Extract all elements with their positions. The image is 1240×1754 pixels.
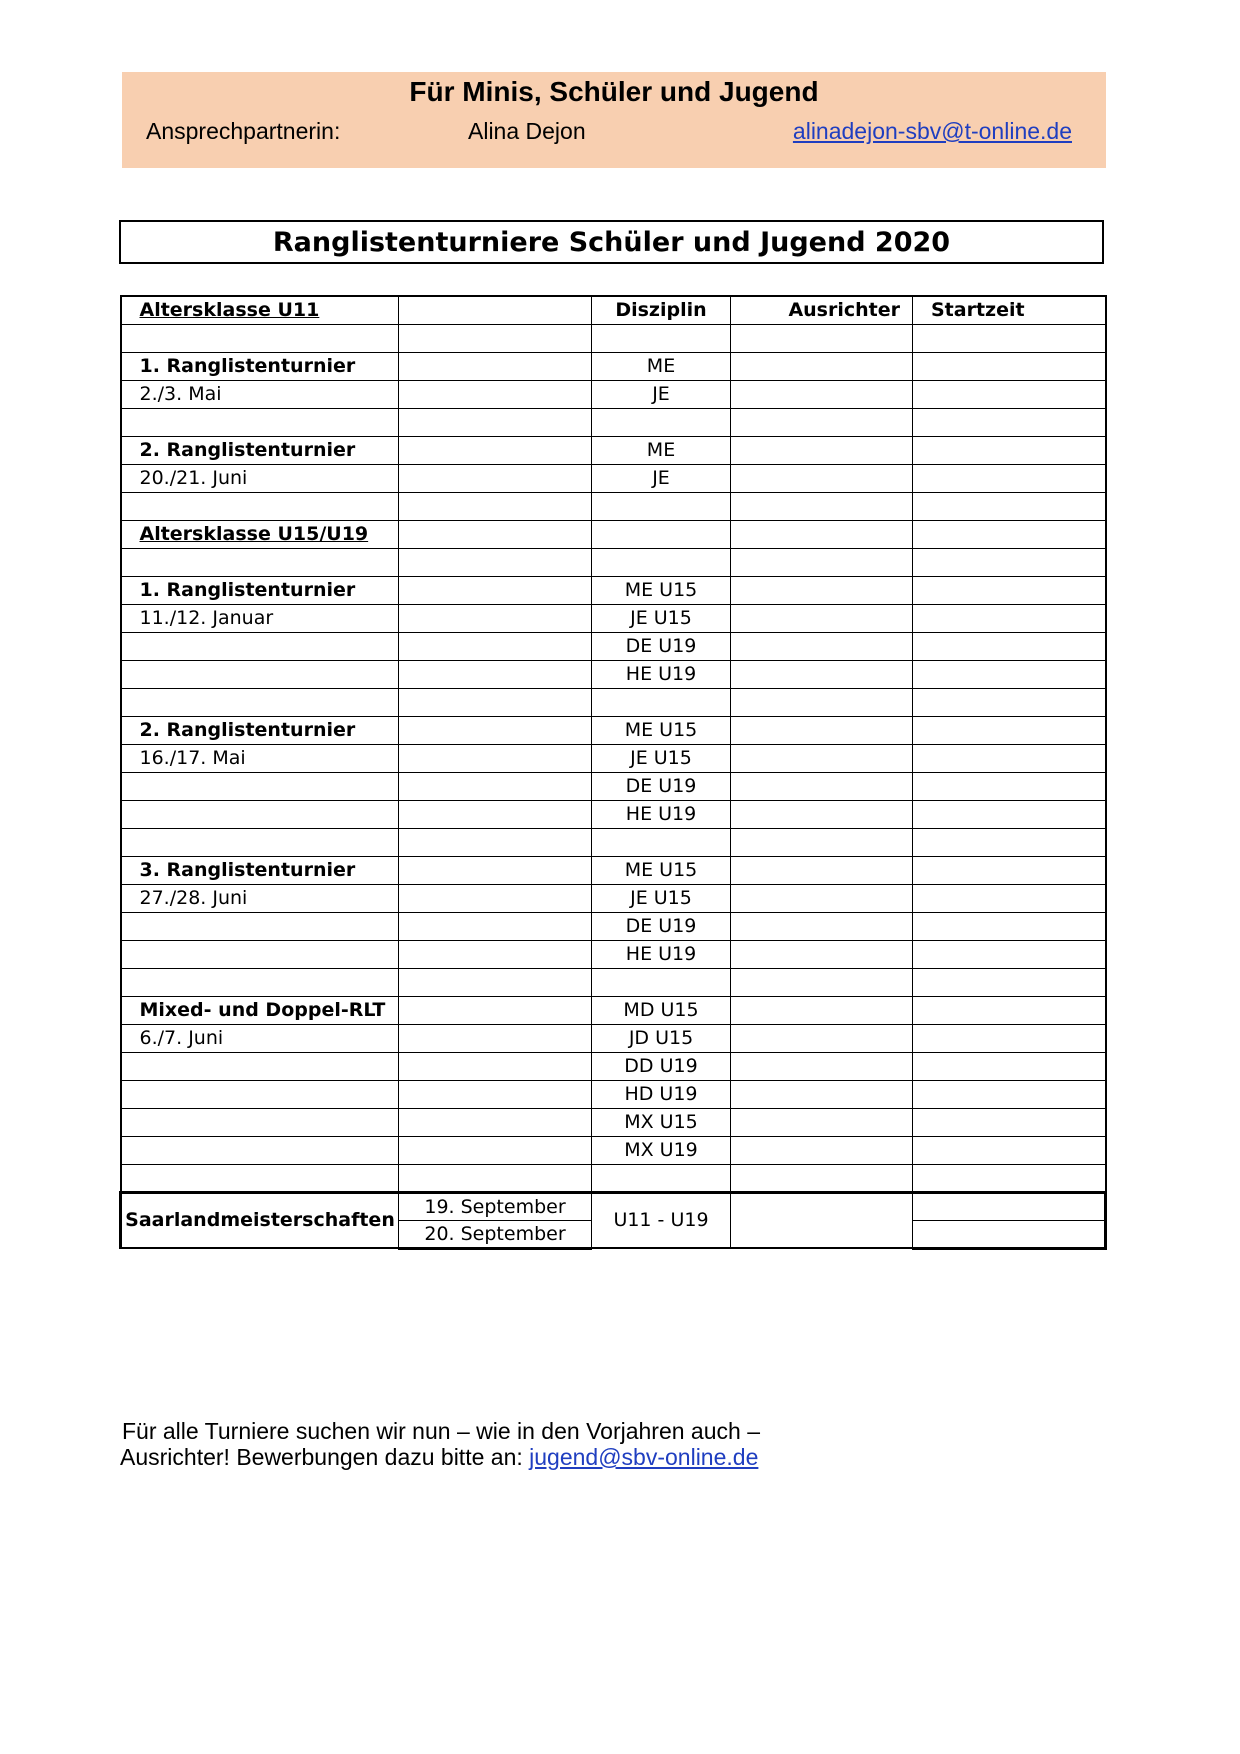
discipline-cell: JE U15 (592, 884, 731, 912)
table-row (121, 1080, 1106, 1108)
championship-classes: U11 - U19 (592, 1192, 731, 1248)
table-cell (913, 968, 1106, 996)
discipline-cell: DE U19 (592, 912, 731, 940)
discipline-cell: MX U19 (592, 1136, 731, 1164)
table-cell (731, 632, 913, 660)
tournament-date: 11./12. Januar (121, 604, 399, 632)
table-row (121, 296, 1106, 324)
contact-header (122, 72, 1106, 168)
table-cell (399, 688, 592, 716)
table-cell (913, 800, 1106, 828)
table-cell (913, 436, 1106, 464)
discipline-cell: ME U15 (592, 856, 731, 884)
table-cell (913, 940, 1106, 968)
table-cell (731, 1108, 913, 1136)
table-cell (731, 800, 913, 828)
table-cell (399, 912, 592, 940)
table-cell (913, 856, 1106, 884)
table-row (121, 1024, 1106, 1052)
tournament-name: 3. Ranglistenturnier (121, 856, 399, 884)
footer-line-1: Für alle Turniere suchen wir nun – wie in den Vorjahren auch – (122, 1418, 760, 1444)
table-cell (731, 1080, 913, 1108)
table-row (121, 1164, 1106, 1192)
table-cell (121, 1052, 399, 1080)
tournament-name: 2. Ranglistenturnier (121, 436, 399, 464)
table-cell (731, 520, 913, 548)
table-row (121, 884, 1106, 912)
table-cell (731, 660, 913, 688)
table-cell (399, 1052, 592, 1080)
table-cell (913, 772, 1106, 800)
table-cell (731, 492, 913, 520)
table-cell (399, 324, 592, 352)
table-cell (913, 464, 1106, 492)
table-row (121, 800, 1106, 828)
tournament-date: 27./28. Juni (121, 884, 399, 912)
table-cell (592, 324, 731, 352)
table-row (121, 996, 1106, 1024)
contact-email-link[interactable]: alinadejon-sbv@t-online.de (792, 118, 1072, 144)
footer-line-2 (120, 1444, 760, 1470)
discipline-cell: MX U15 (592, 1108, 731, 1136)
table-row (121, 912, 1106, 940)
table-cell (121, 772, 399, 800)
table-cell (913, 688, 1106, 716)
footer-email-link[interactable]: jugend@sbv-online.de (529, 1444, 759, 1470)
table-cell (731, 716, 913, 744)
tournament-date: 6./7. Juni (121, 1024, 399, 1052)
table-cell (913, 716, 1106, 744)
discipline-cell: JE U15 (592, 604, 731, 632)
table-cell (121, 968, 399, 996)
table-cell (913, 1108, 1106, 1136)
footer-line-2-text: Ausrichter! Bewerbungen dazu bitte an: (120, 1444, 530, 1470)
footer-note (120, 1418, 760, 1470)
tournament-date: 20./21. Juni (121, 464, 399, 492)
table-cell (121, 1080, 399, 1108)
table-cell (399, 800, 592, 828)
table-cell (913, 520, 1106, 548)
discipline-cell: HE U19 (592, 800, 731, 828)
schedule-table (119, 295, 1107, 1250)
table-row (121, 1136, 1106, 1164)
table-cell (399, 884, 592, 912)
table-cell (731, 408, 913, 436)
age-class-header: Altersklasse U11 (121, 296, 399, 324)
table-cell (913, 912, 1106, 940)
table-cell (913, 352, 1106, 380)
tournament-date: 2./3. Mai (121, 380, 399, 408)
table-cell (121, 632, 399, 660)
discipline-cell: DD U19 (592, 1052, 731, 1080)
table-cell (399, 464, 592, 492)
table-cell (592, 1164, 731, 1192)
table-cell (913, 996, 1106, 1024)
table-cell (121, 800, 399, 828)
table-cell (731, 1024, 913, 1052)
discipline-cell: JE U15 (592, 744, 731, 772)
table-cell (731, 856, 913, 884)
table-row (121, 1052, 1106, 1080)
table-row (121, 632, 1106, 660)
discipline-cell: JD U15 (592, 1024, 731, 1052)
table-cell (399, 744, 592, 772)
table-cell (913, 1164, 1106, 1192)
table-row (121, 520, 1106, 548)
table-cell (913, 604, 1106, 632)
table-row (121, 856, 1106, 884)
table-cell (399, 408, 592, 436)
table-row (121, 716, 1106, 744)
page-title: Ranglistenturniere Schüler und Jugend 2020 (119, 220, 1104, 264)
table-cell (399, 576, 592, 604)
table-cell (731, 380, 913, 408)
table-cell (731, 464, 913, 492)
table-cell (731, 1192, 913, 1248)
table-cell (399, 1136, 592, 1164)
table-cell (399, 996, 592, 1024)
table-cell (399, 772, 592, 800)
table-row (121, 968, 1106, 996)
table-cell (121, 660, 399, 688)
table-cell (592, 688, 731, 716)
table-cell (399, 380, 592, 408)
table-cell (731, 1164, 913, 1192)
table-row (121, 688, 1106, 716)
table-cell (913, 380, 1106, 408)
discipline-cell: HE U19 (592, 660, 731, 688)
table-cell (399, 436, 592, 464)
table-cell (399, 1164, 592, 1192)
contact-name: Alina Dejon (468, 118, 586, 144)
table-cell (731, 548, 913, 576)
discipline-cell: DE U19 (592, 632, 731, 660)
table-cell (731, 772, 913, 800)
table-cell (592, 548, 731, 576)
table-row (121, 548, 1106, 576)
table-cell (399, 632, 592, 660)
table-cell (592, 408, 731, 436)
table-cell (731, 996, 913, 1024)
table-cell (399, 828, 592, 856)
table-cell (121, 688, 399, 716)
table-cell (731, 576, 913, 604)
table-cell (913, 1136, 1106, 1164)
discipline-cell: HD U19 (592, 1080, 731, 1108)
tournament-name: 2. Ranglistenturnier (121, 716, 399, 744)
championship-date-2: 20. September (399, 1220, 592, 1248)
table-row (121, 940, 1106, 968)
table-cell (731, 688, 913, 716)
discipline-cell: JE (592, 380, 731, 408)
table-cell (399, 660, 592, 688)
table-cell (731, 968, 913, 996)
table-cell (913, 1192, 1106, 1220)
table-cell (913, 1080, 1106, 1108)
discipline-cell: ME (592, 436, 731, 464)
table-cell (731, 884, 913, 912)
table-cell (913, 828, 1106, 856)
table-cell (913, 324, 1106, 352)
table-cell (399, 716, 592, 744)
championship-date-1: 19. September (399, 1192, 592, 1220)
table-cell (399, 968, 592, 996)
table-cell (399, 548, 592, 576)
table-cell (731, 744, 913, 772)
table-row (121, 464, 1106, 492)
table-cell (121, 1136, 399, 1164)
table-cell (731, 940, 913, 968)
table-cell (592, 520, 731, 548)
table-cell (121, 548, 399, 576)
table-cell (731, 828, 913, 856)
discipline-cell: JE (592, 464, 731, 492)
table-cell (399, 352, 592, 380)
table-cell (592, 492, 731, 520)
table-cell (913, 744, 1106, 772)
table-cell (399, 940, 592, 968)
table-cell (913, 408, 1106, 436)
championship-name: Saarlandmeisterschaften (121, 1192, 399, 1248)
table-cell (399, 520, 592, 548)
discipline-cell: ME U15 (592, 716, 731, 744)
table-row (121, 828, 1106, 856)
discipline-cell: DE U19 (592, 772, 731, 800)
table-row (121, 772, 1106, 800)
table-row (121, 324, 1106, 352)
table-cell (731, 604, 913, 632)
table-cell (121, 1108, 399, 1136)
table-cell (913, 660, 1106, 688)
table-cell (913, 548, 1106, 576)
table-cell (399, 856, 592, 884)
table-cell (731, 436, 913, 464)
table-cell (731, 324, 913, 352)
table-cell (121, 408, 399, 436)
table-cell (121, 324, 399, 352)
table-cell (399, 296, 592, 324)
tournament-name: 1. Ranglistenturnier (121, 352, 399, 380)
table-row (121, 1192, 1106, 1220)
tournament-name: 1. Ranglistenturnier (121, 576, 399, 604)
table-cell (121, 828, 399, 856)
table-cell (731, 352, 913, 380)
table-row (121, 492, 1106, 520)
table-cell (399, 492, 592, 520)
table-cell (399, 1024, 592, 1052)
table-cell (121, 492, 399, 520)
table-cell (399, 1108, 592, 1136)
table-row (121, 660, 1106, 688)
table-row (121, 408, 1106, 436)
table-cell (399, 604, 592, 632)
table-cell (121, 940, 399, 968)
tournament-name: Mixed- und Doppel-RLT (121, 996, 399, 1024)
table-row (121, 380, 1106, 408)
column-header-ausrichter: Ausrichter (731, 296, 913, 324)
table-row (121, 352, 1106, 380)
discipline-cell: MD U15 (592, 996, 731, 1024)
table-cell (913, 1220, 1106, 1248)
table-cell (592, 828, 731, 856)
table-row (121, 1108, 1106, 1136)
table-cell (913, 576, 1106, 604)
table-cell (121, 1164, 399, 1192)
tournament-date: 16./17. Mai (121, 744, 399, 772)
discipline-cell: ME U15 (592, 576, 731, 604)
table-cell (913, 492, 1106, 520)
table-row (121, 604, 1106, 632)
column-header-disziplin: Disziplin (592, 296, 731, 324)
table-cell (731, 912, 913, 940)
table-row (121, 436, 1106, 464)
table-row (121, 744, 1106, 772)
column-header-startzeit: Startzeit (913, 296, 1106, 324)
contact-label: Ansprechpartnerin: (146, 118, 341, 144)
table-cell (731, 1136, 913, 1164)
table-cell (913, 632, 1106, 660)
contact-heading: Für Minis, Schüler und Jugend (409, 76, 819, 107)
table-cell (592, 968, 731, 996)
table-row (121, 576, 1106, 604)
table-cell (731, 1052, 913, 1080)
discipline-cell: HE U19 (592, 940, 731, 968)
table-cell (913, 1024, 1106, 1052)
discipline-cell: ME (592, 352, 731, 380)
table-cell (121, 912, 399, 940)
table-cell (913, 1052, 1106, 1080)
age-class-header: Altersklasse U15/U19 (121, 520, 399, 548)
table-cell (399, 1080, 592, 1108)
table-cell (913, 884, 1106, 912)
